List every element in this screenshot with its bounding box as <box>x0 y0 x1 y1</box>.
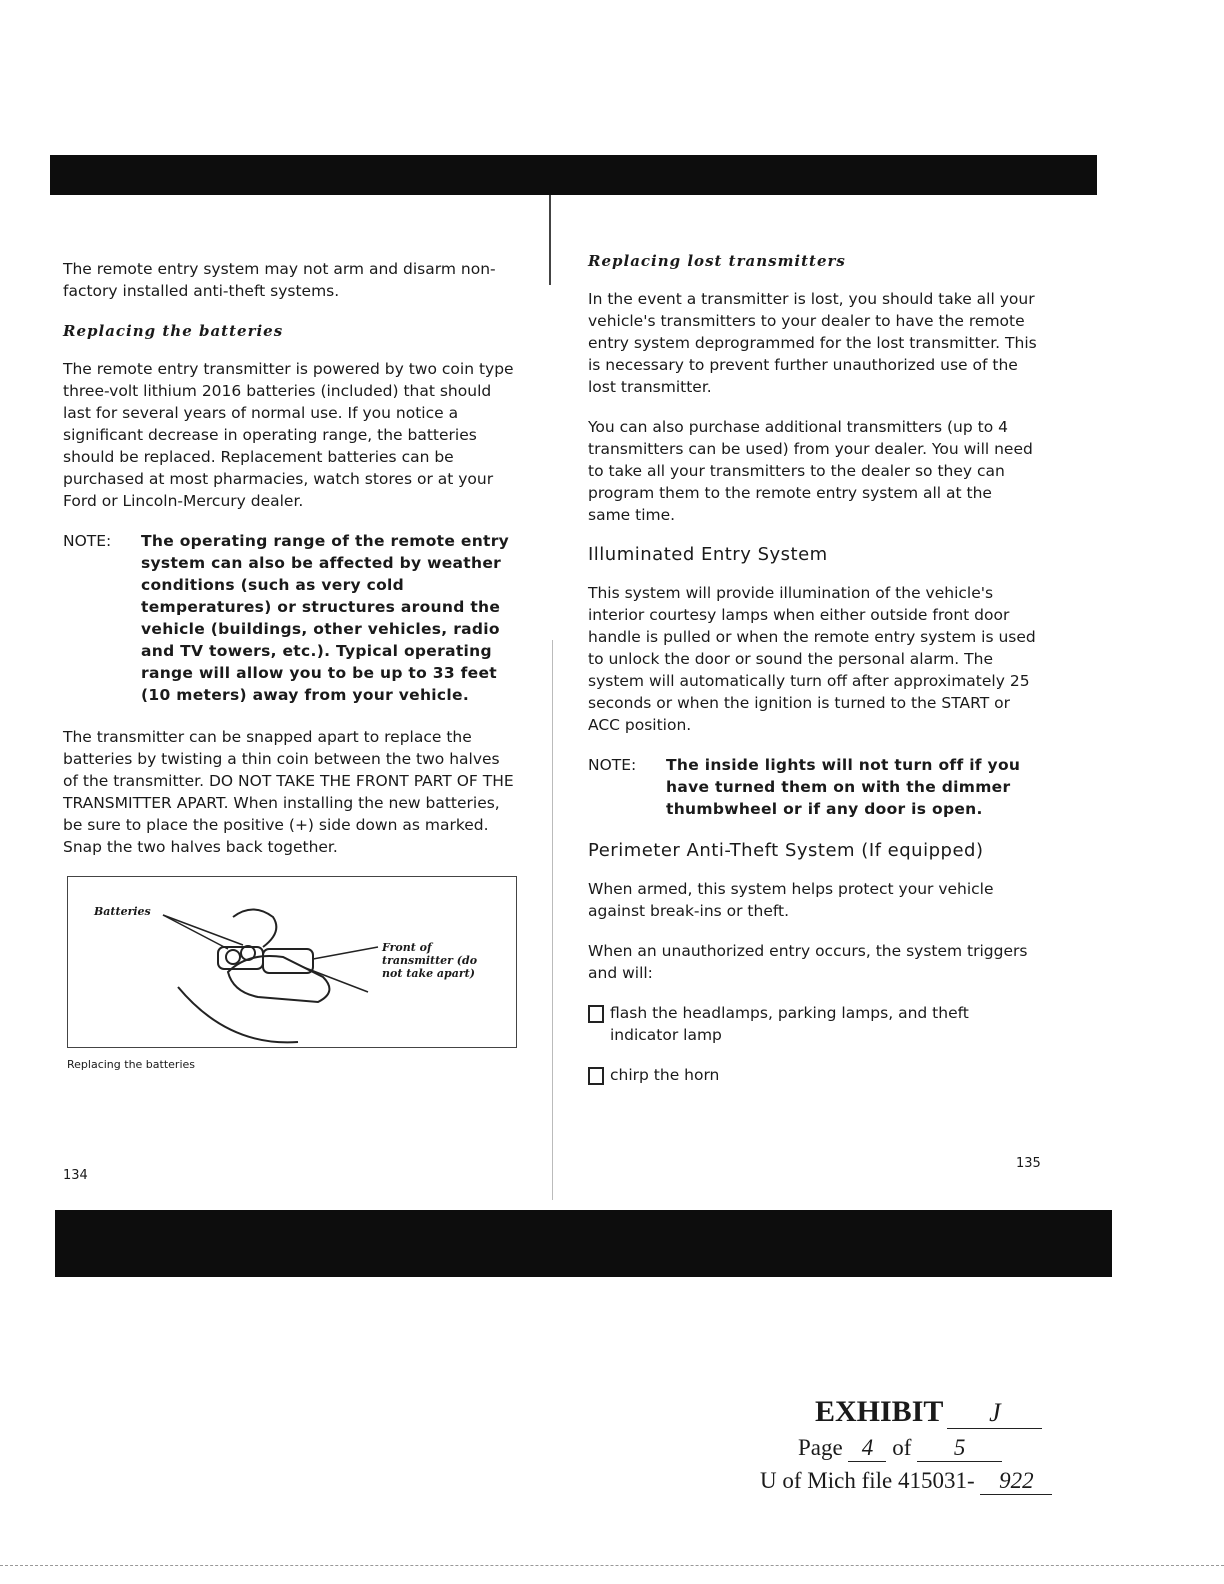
note-operating-range <box>63 530 518 706</box>
subheading-lost-transmitters: Replacing lost transmitters <box>588 252 846 270</box>
exhibit-stamp <box>760 1395 1080 1495</box>
heading-illuminated-entry: Illuminated Entry System <box>588 544 828 565</box>
note-text: The inside lights will not turn off if you have turned them on with the dimmer thumbwheel or if any door is open. <box>666 756 1021 818</box>
book-spine <box>549 195 551 285</box>
note-text: The operating range of the remote entry system can also be affected by weather conditions (such as very cold temperatures) or structures around the vehicle (buildings, other vehicles, radio and TV towers, etc.). Typical operating range will allow you to be up to 33 feet (10 meters) away from your vehicle. <box>141 532 510 704</box>
bottom-black-band <box>55 1210 1112 1277</box>
subheading-replacing-batteries: Replacing the batteries <box>63 322 284 340</box>
checkbox-bullet-icon <box>588 1005 604 1023</box>
armed-paragraph: When armed, this system helps protect your vehicle against break-ins or theft. <box>588 880 994 920</box>
exhibit-page-value: 4 <box>848 1435 886 1462</box>
note-label: NOTE: <box>588 756 637 774</box>
trigger-paragraph: When an unauthorized entry occurs, the system triggers and will: <box>588 942 1028 982</box>
page-number-left: 134 <box>63 1168 88 1183</box>
book-spine-shadow <box>552 640 553 1200</box>
page-number-right: 135 <box>1016 1156 1041 1171</box>
figure-label-batteries: Batteries <box>94 905 151 918</box>
scan-edge-line <box>0 1564 1224 1566</box>
illuminated-paragraph: This system will provide illumination of the vehicle's interior courtesy lamps when either outside front door handle is pulled or when the remote entry system is used to unlock the door or sound the personal alarm. The system will automatically turn off after approximately 25 seconds or when the ignition is turned to the START or ACC position. <box>588 584 1036 734</box>
batteries-figure <box>67 876 517 1048</box>
intro-paragraph: The remote entry system may not arm and disarm non-factory installed anti-theft systems. <box>63 260 496 300</box>
snap-apart-paragraph: The transmitter can be snapped apart to replace the batteries by twisting a thin coin between the two halves of the transmitter. DO NOT TAKE THE FRONT PART OF THE TRANSMITTER APART. When installing the new batteries, be sure to place the positive (+) side down as marked. Snap the two halves back together. <box>63 728 514 856</box>
bullet-text: flash the headlamps, parking lamps, and theft indicator lamp <box>610 1004 969 1044</box>
list-item <box>588 1002 1038 1046</box>
note-inside-lights <box>588 754 1038 820</box>
lost-transmitter-paragraph: In the event a transmitter is lost, you should take all your vehicle's transmitters to your dealer to have the remote entry system deprogrammed for the lost transmitter. This is necessary to prevent further unauthorized use of the lost transmitter. <box>588 290 1037 396</box>
note-label: NOTE: <box>63 532 112 550</box>
purchase-paragraph: You can also purchase additional transmitters (up to 4 transmitters can be used) from your dealer. You will need to take all your transmitters to the dealer so they can program them to the remote entry system all at the same time. <box>588 418 1033 524</box>
exhibit-of-label: of <box>892 1435 912 1460</box>
exhibit-file-value: 922 <box>980 1468 1052 1495</box>
exhibit-title: EXHIBIT <box>815 1395 944 1428</box>
heading-perimeter-anti-theft: Perimeter Anti-Theft System (If equipped) <box>588 840 984 861</box>
exhibit-letter: J <box>947 1398 1042 1429</box>
exhibit-page-label: Page <box>798 1435 843 1460</box>
exhibit-file-label: U of Mich file 415031- <box>760 1468 975 1493</box>
batteries-paragraph: The remote entry transmitter is powered by two coin type three-volt lithium 2016 batteries (included) that should last for several years of normal use. If you notice a significant decrease in operating range, the batteries should be replaced. Replacement batteries can be purchased at most pharmacies, watch stores or at your Ford or Lincoln-Mercury dealer. <box>63 360 514 510</box>
right-page <box>588 250 1038 1104</box>
exhibit-of-value: 5 <box>917 1435 1002 1462</box>
bullet-text: chirp the horn <box>610 1066 720 1084</box>
left-page <box>63 258 518 1076</box>
checkbox-bullet-icon <box>588 1067 604 1085</box>
figure-caption: Replacing the batteries <box>67 1058 195 1071</box>
figure-label-front: Front of transmitter (do not take apart) <box>382 941 478 980</box>
top-black-band <box>50 155 1097 195</box>
list-item <box>588 1064 1038 1086</box>
